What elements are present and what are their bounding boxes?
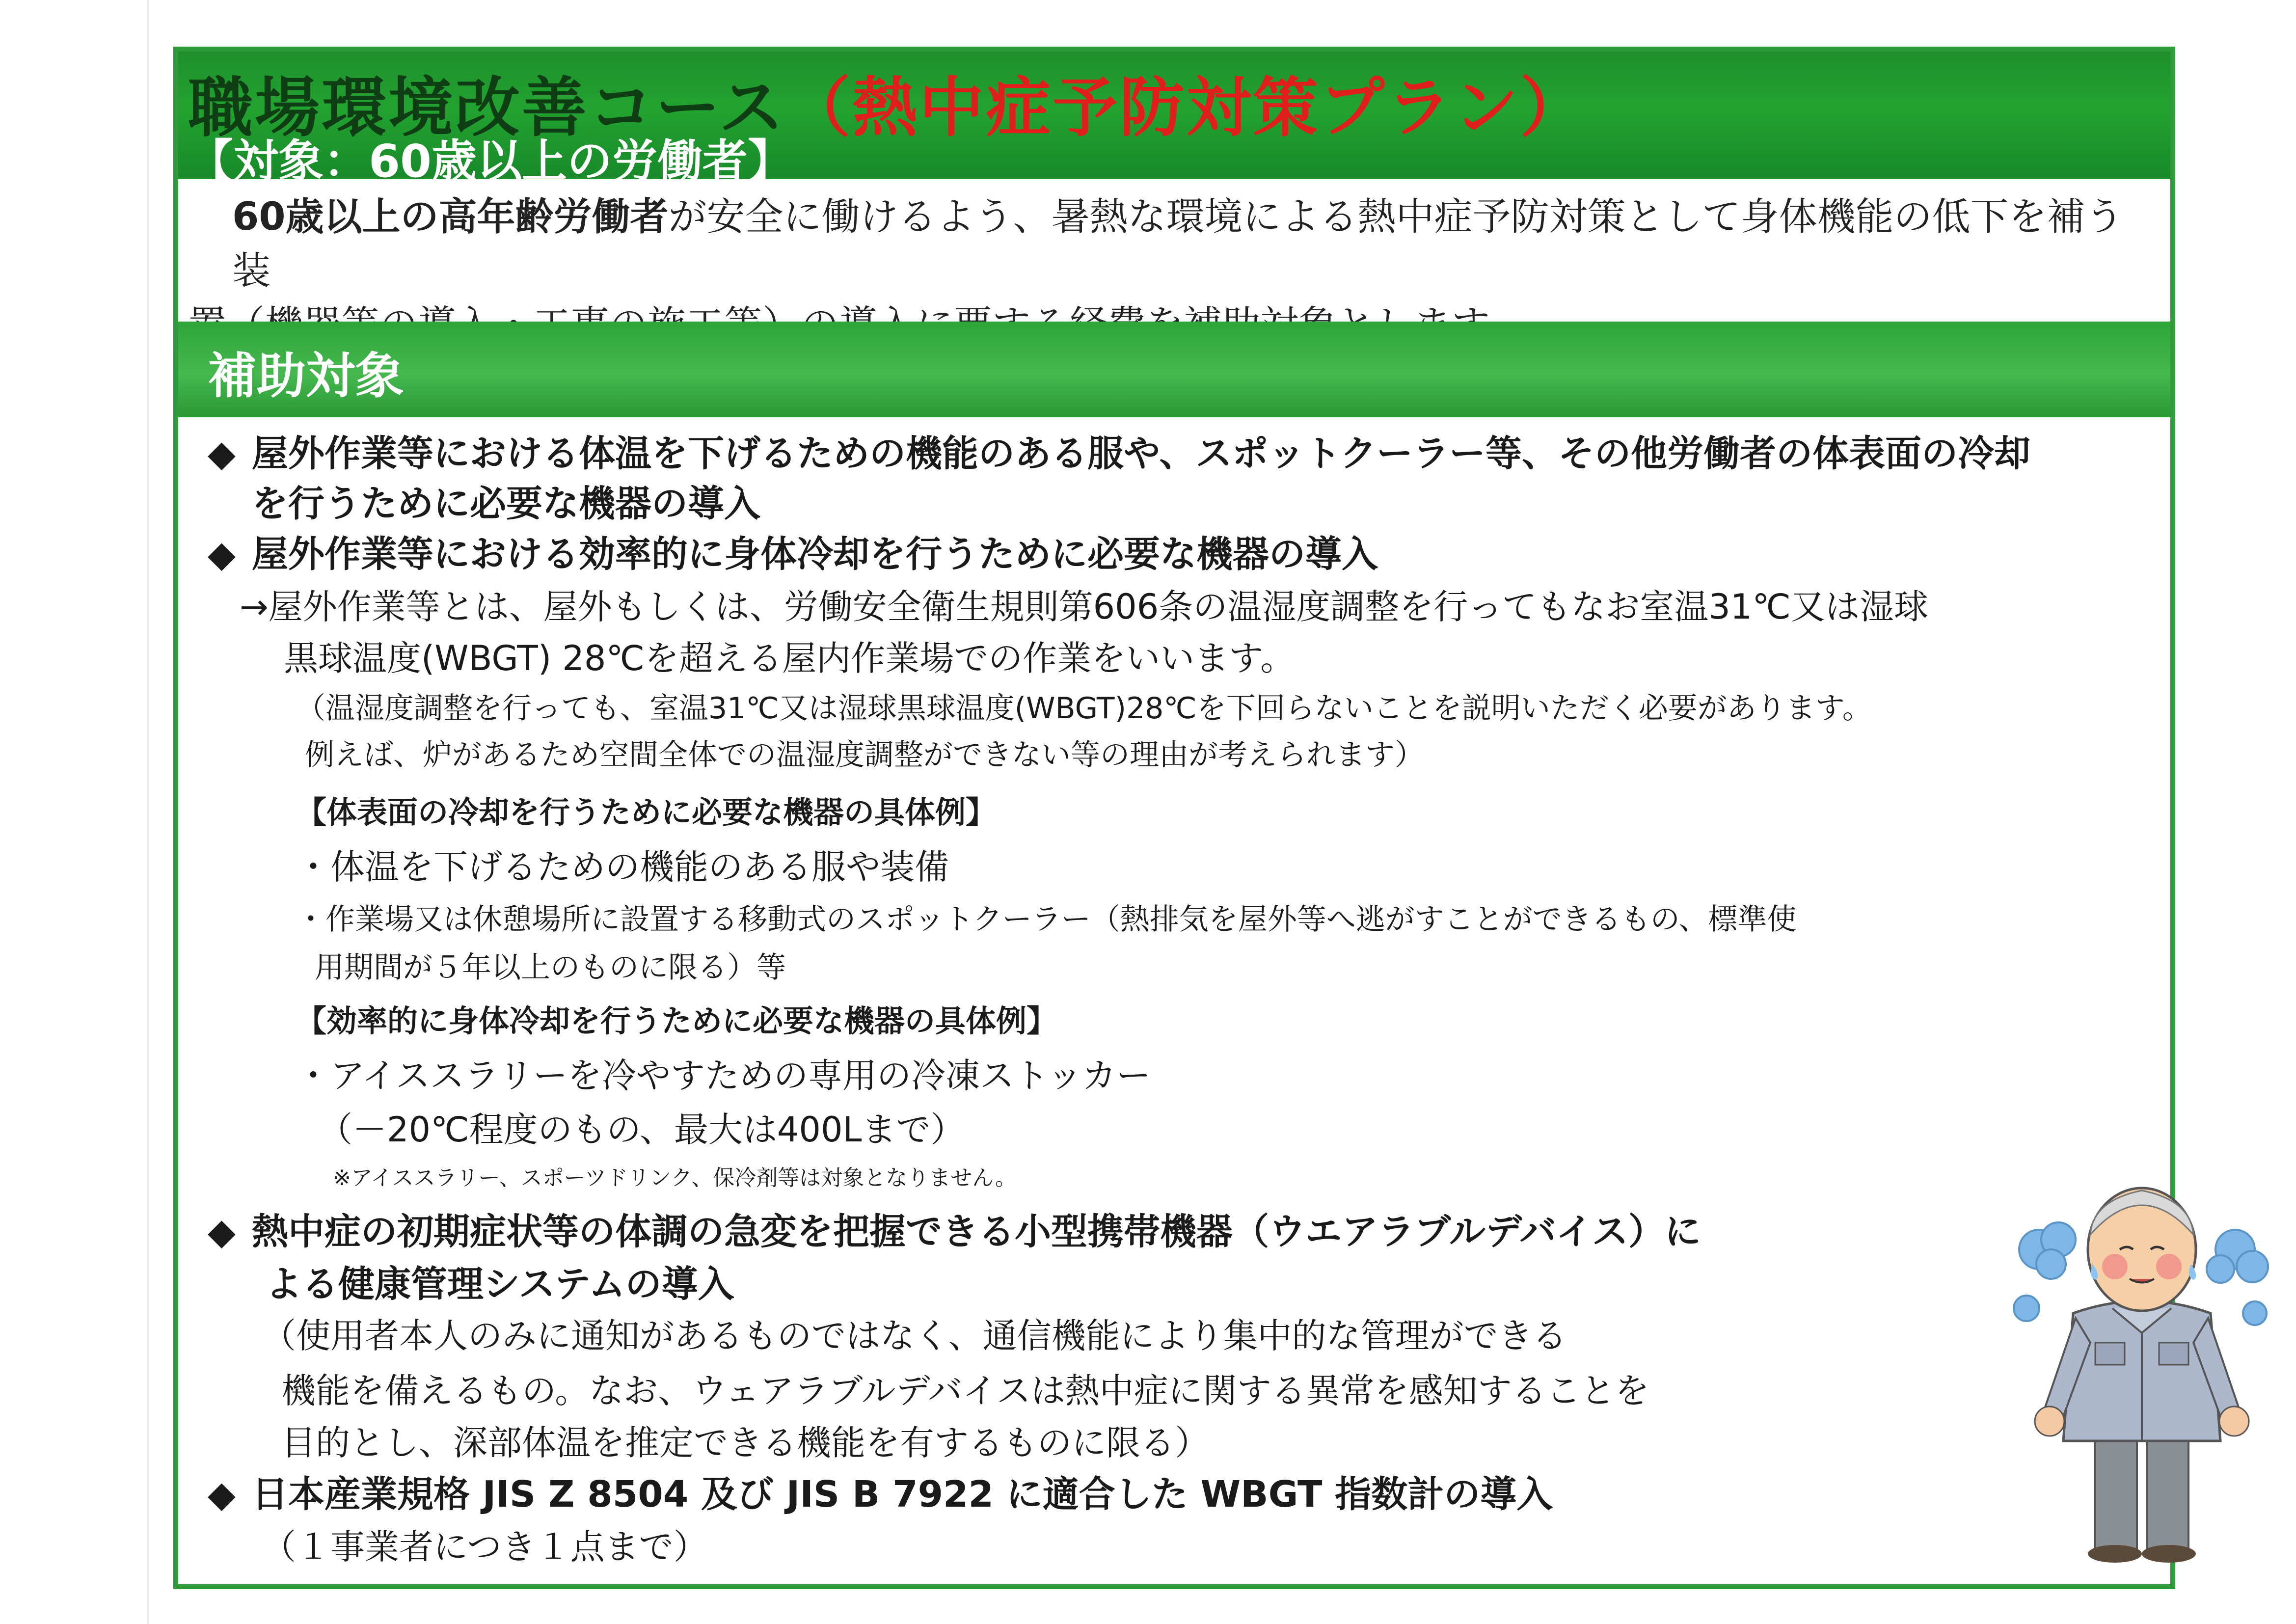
hot-elderly-worker-illustration [2004,1166,2279,1564]
title-paren: （熱中症予防対策プラン） [785,70,1587,146]
bullet-3 [208,1203,1701,1255]
bullet-1 [208,425,2030,477]
example2-heading: 【効率的に身体冷却を行うために必要な機器の具体例】 [296,1003,1057,1039]
intro-line1: が安全に働けるよう、暑熱な環境による熱中症予防対策として身体機能の低下を補う装 [232,195,2124,293]
example2-item-a-line1: ・アイススラリーを冷やすための専用の冷凍ストッカー [296,1056,1151,1096]
note-line2: 例えば、炉があるため空間全体での温湿度調整ができない等の理由が考えられます） [305,738,1424,772]
bullet-3-note3: 目的とし、深部体温を推定できる機能を有するものに限る） [281,1423,1209,1463]
info-panel [173,47,2175,1589]
example1-item-b-line2: 用期間が５年以上のものに限る）等 [315,950,786,985]
example1-item-a: ・体温を下げるための機能のある服や装備 [296,847,949,887]
bullet-4 [208,1465,1553,1517]
bullet-3-line1: 熱中症の初期症状等の体調の急変を把握できる小型携帯機器（ウエアラブルデバイス）に [252,1211,1701,1253]
example2-item-a-line2: （－20℃程度のもの、最大は400Lまで） [318,1110,965,1150]
title-band [178,52,2170,188]
title-main: 職場環境改善コース [188,70,786,146]
section-title: 補助対象 [208,347,404,405]
diamond-icon: ◆ [208,1473,236,1516]
bullet-4-note: （１事業者につき１点まで） [262,1527,708,1567]
diamond-icon: ◆ [208,533,236,575]
bullet-2 [208,525,1378,577]
bullet-3-note2: 機能を備えるもの。なお、ウェアラブルデバイスは熱中症に関する異常を感知することを [281,1371,1649,1411]
example1-heading: 【体表面の冷却を行うために必要な機器の具体例】 [296,794,997,830]
bullet-3-line2: よる健康管理システムの導入 [266,1263,734,1305]
section-band [178,322,2170,417]
example2-note: ※アイススラリー、スポーツドリンク、保冷剤等は対象となりません。 [333,1165,1017,1191]
diamond-icon: ◆ [208,1211,236,1253]
diamond-icon: ◆ [208,433,236,475]
bullet-4-text: 日本産業規格 JIS Z 8504 及び JIS B 7922 に適合した WBGT 指数計の導入 [252,1473,1553,1516]
intro-bold: 60歳以上の高年齢労働者 [232,195,669,239]
bullet-1-line2: を行うために必要な機器の導入 [252,483,760,525]
example1-item-b-line1: ・作業場又は休憩場所に設置する移動式のスポットクーラー（熱排気を屋外等へ逃がすことができるもの、標準使 [296,902,1797,937]
bullet-2-text: 屋外作業等における効率的に身体冷却を行うために必要な機器の導入 [252,533,1378,575]
note-line1: （温湿度調整を行っても、室温31℃又は湿球黒球温度(WBGT)28℃を下回らないことを説明いただく必要があります。 [296,691,1872,726]
bullet-3-note1: （使用者本人のみに通知があるものではなく、通信機能により集中的な管理ができる [262,1316,1567,1356]
target-label: 【対象：60歳以上の労働者】 [188,135,793,188]
definition-line2: 黒球温度(WBGT) 28℃を超える屋内作業場での作業をいいます。 [284,638,1295,678]
bullet-1-line1: 屋外作業等における体温を下げるための機能のある服や、スポットクーラー等、その他労働者の体表面の冷却 [252,433,2031,475]
definition-line1: →屋外作業等とは、屋外もしくは、労働安全衛生規則第606条の温湿度調整を行ってもなお室温31℃又は湿球 [240,587,1928,627]
scan-edge [147,0,149,1624]
